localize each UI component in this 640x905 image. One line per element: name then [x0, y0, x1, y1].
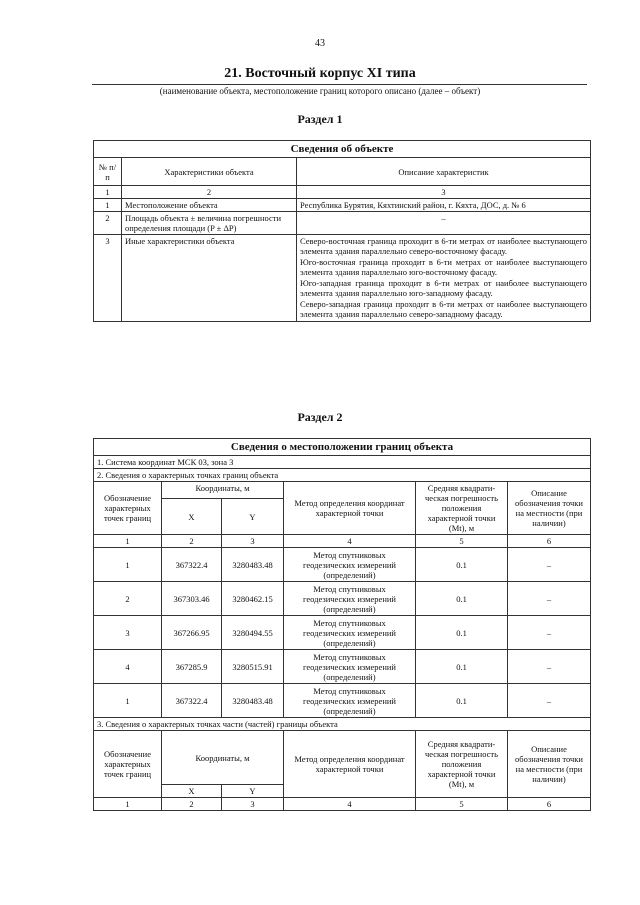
header-num: № п/п	[94, 158, 122, 186]
row-num: 3	[94, 235, 122, 322]
point-x: 367266.95	[162, 616, 222, 650]
point-x: 367285.9	[162, 650, 222, 684]
point-id: 1	[94, 548, 162, 582]
parts-header-x: X	[162, 785, 222, 798]
parts-header-accuracy: Средняя квадрати-ческая погрешность положения характерной точки (Mt), м	[416, 731, 508, 798]
point-id: 2	[94, 582, 162, 616]
row-name: Иные характеристики объекта	[122, 235, 297, 322]
header-point-description: Описание обозначения точки на местности (при наличии)	[508, 482, 591, 535]
parts-header-method: Метод определения координат характерной точки	[284, 731, 416, 798]
point-method: Метод спутниковых геодезических измерений (определений)	[284, 616, 416, 650]
header-coords: Координаты, м	[162, 482, 284, 499]
point-mt: 0.1	[416, 684, 508, 718]
point-mt: 0.1	[416, 548, 508, 582]
point-y: 3280483.48	[222, 548, 284, 582]
index-cell: 2	[122, 186, 297, 199]
document-subtitle: (наименование объекта, местоположение границ которого описано (далее – объект)	[159, 86, 481, 96]
point-desc: –	[508, 548, 591, 582]
table-row	[94, 616, 591, 650]
row-value-boundaries	[297, 235, 591, 322]
point-mt: 0.1	[416, 582, 508, 616]
point-y: 3280515.91	[222, 650, 284, 684]
header-accuracy: Средняя квадрати-ческая погрешность положения характерной точки (Mt), м	[416, 482, 508, 535]
index-cell: 2	[162, 535, 222, 548]
header-description: Описание характеристик	[297, 158, 591, 186]
table-row	[94, 684, 591, 718]
index-cell: 6	[508, 535, 591, 548]
point-x: 367322.4	[162, 684, 222, 718]
parts-header-designation: Обозначение характерных точек границ	[94, 731, 162, 798]
object-info-title: Сведения об объекте	[94, 141, 591, 158]
coordinate-system: 1. Система координат МСК 03, зона 3	[94, 456, 591, 469]
index-cell: 1	[94, 798, 162, 811]
point-mt: 0.1	[416, 650, 508, 684]
index-cell: 2	[162, 798, 222, 811]
section-1-heading: Раздел 1	[297, 112, 343, 126]
document-title: 21. Восточный корпус XI типа	[224, 66, 416, 81]
index-cell: 3	[222, 798, 284, 811]
row-name: Площадь объекта ± величина погрешности определения площади (P ± ΔP)	[122, 212, 297, 235]
table-row	[94, 212, 591, 235]
row-num: 1	[94, 199, 122, 212]
boundary-sw: Юго-западная граница проходит в 6-ти метрах от наиболее выступающего элемента здания параллельно юго-западному фасаду.	[300, 278, 587, 298]
boundary-nw: Северо-западная граница проходит в 6-ти метрах от наиболее выступающего элемента здания параллельно северо-западному фасаду.	[300, 299, 587, 319]
index-cell: 3	[297, 186, 591, 199]
index-cell: 5	[416, 798, 508, 811]
parts-caption: 3. Сведения о характерных точках части (частей) границы объекта	[94, 718, 591, 731]
row-value: Республика Бурятия, Кяхтинский район, г. Кяхта, ДОС, д. № 6	[297, 199, 591, 212]
row-value: –	[297, 212, 591, 235]
table-row	[94, 235, 591, 322]
parts-header-point-description: Описание обозначения точки на местности (при наличии)	[508, 731, 591, 798]
title-underline	[92, 84, 587, 85]
index-cell: 4	[284, 798, 416, 811]
point-y: 3280462.15	[222, 582, 284, 616]
boundary-location-table	[93, 438, 591, 811]
point-x: 367322.4	[162, 548, 222, 582]
index-cell: 1	[94, 186, 122, 199]
page-number: 43	[315, 38, 325, 49]
point-id: 1	[94, 684, 162, 718]
point-method: Метод спутниковых геодезических измерений (определений)	[284, 684, 416, 718]
point-y: 3280494.55	[222, 616, 284, 650]
point-desc: –	[508, 616, 591, 650]
point-desc: –	[508, 582, 591, 616]
point-desc: –	[508, 650, 591, 684]
boundary-location-title: Сведения о местоположении границ объекта	[94, 439, 591, 456]
point-desc: –	[508, 684, 591, 718]
point-method: Метод спутниковых геодезических измерений (определений)	[284, 650, 416, 684]
parts-header-coords: Координаты, м	[162, 731, 284, 785]
index-cell: 6	[508, 798, 591, 811]
point-id: 3	[94, 616, 162, 650]
index-cell: 3	[222, 535, 284, 548]
header-y: Y	[222, 499, 284, 535]
object-info-table	[93, 140, 591, 322]
point-y: 3280483.48	[222, 684, 284, 718]
header-x: X	[162, 499, 222, 535]
boundary-se: Юго-восточная граница проходит в 6-ти метрах от наиболее выступающего элемента здания параллельно юго-восточному фасаду.	[300, 257, 587, 277]
header-characteristic: Характеристики объекта	[122, 158, 297, 186]
table-row	[94, 199, 591, 212]
header-method: Метод определения координат характерной точки	[284, 482, 416, 535]
point-id: 4	[94, 650, 162, 684]
boundary-ne: Северо-восточная граница проходит в 6-ти метрах от наиболее выступающего элемента здания параллельно северо-восточному фасаду.	[300, 236, 587, 256]
section-2-heading: Раздел 2	[297, 410, 343, 424]
header-designation: Обозначение характерных точек границ	[94, 482, 162, 535]
parts-header-y: Y	[222, 785, 284, 798]
row-name: Местоположение объекта	[122, 199, 297, 212]
index-cell: 4	[284, 535, 416, 548]
table-row	[94, 582, 591, 616]
point-mt: 0.1	[416, 616, 508, 650]
point-method: Метод спутниковых геодезических измерений (определений)	[284, 582, 416, 616]
point-x: 367303.46	[162, 582, 222, 616]
table-row	[94, 548, 591, 582]
index-cell: 5	[416, 535, 508, 548]
row-num: 2	[94, 212, 122, 235]
index-cell: 1	[94, 535, 162, 548]
point-method: Метод спутниковых геодезических измерений (определений)	[284, 548, 416, 582]
table-row	[94, 650, 591, 684]
points-caption: 2. Сведения о характерных точках границ объекта	[94, 469, 591, 482]
